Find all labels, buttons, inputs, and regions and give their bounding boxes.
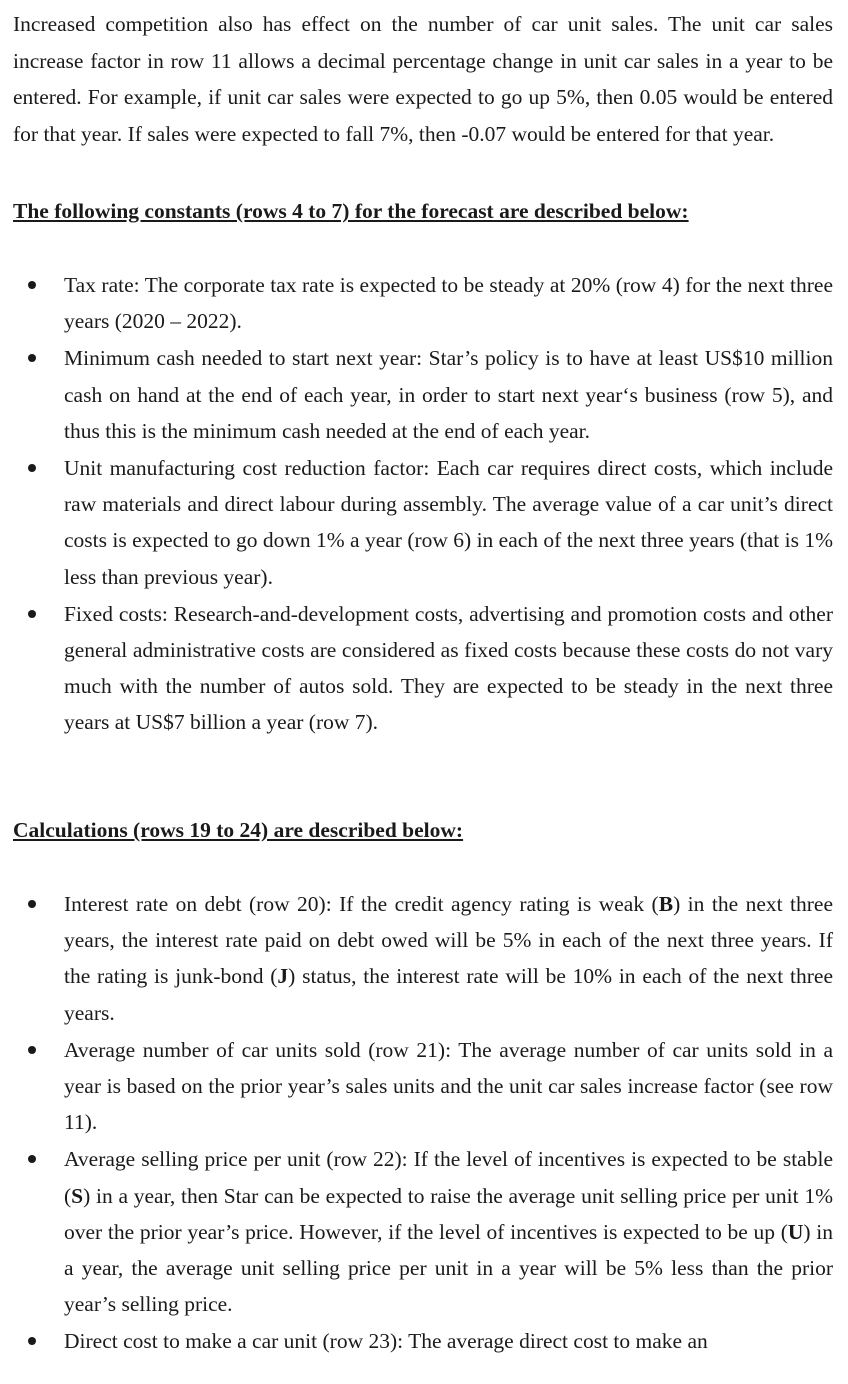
list-item [13, 596, 833, 741]
list-item [13, 450, 833, 595]
bullet-icon [28, 281, 36, 289]
bullet-icon [28, 1155, 36, 1163]
calc-units-sold: Average number of car units sold (row 21): The average number of car units sold in a year is based on the prior year’s sales units and the unit car sales increase factor (see row 11). [64, 1037, 833, 1135]
calculations-list [13, 886, 833, 1360]
constants-heading: The following constants (rows 4 to 7) for the forecast are described below: [13, 199, 689, 223]
list-item [13, 1032, 833, 1141]
bullet-icon [28, 354, 36, 362]
bullet-icon [28, 1337, 36, 1345]
constant-tax-rate: Tax rate: The corporate tax rate is expected to be steady at 20% (row 4) for the next three years (2020 – 2022). [64, 273, 833, 334]
constant-cost-reduction: Unit manufacturing cost reduction factor: Each car requires direct costs, which include raw materials and direct labour during assembly. The average value of a car unit’s direct costs is expected to go down 1% a year (row 6) in each of the next three years (that is 1% less than previous year). [64, 456, 833, 589]
list-item [13, 1141, 833, 1322]
calculations-heading: Calculations (rows 19 to 24) are described below: [13, 818, 464, 842]
calc-direct-cost: Direct cost to make a car unit (row 23): The average direct cost to make an [64, 1329, 708, 1354]
calc-interest-rate: Interest rate on debt (row 20): If the credit agency rating is weak (B) in the next three years, the interest rate paid on debt owed will be 5% in each of the next three years. If the rating is junk-bond (J) status, the interest rate will be 10% in each of the next three years. [64, 892, 833, 1025]
document-page [13, 0, 834, 1354]
list-item [13, 1323, 833, 1359]
bullet-icon [28, 464, 36, 472]
constant-minimum-cash: Minimum cash needed to start next year: Star’s policy is to have at least US$10 million cash on hand at the end of each year, in order to start next year‘s business (row 5), and thus this is the minimum cash needed at the end of each year. [64, 346, 833, 443]
list-item [13, 886, 833, 1031]
constants-list [13, 267, 833, 741]
intro-paragraph: Increased competition also has effect on the number of car unit sales. The unit car sales increase factor in row 11 allows a decimal percentage change in unit car sales in a year to be entered. For example, if unit car sales were expected to go up 5%, then 0.05 would be entered for that year. If sales were expected to fall 7%, then -0.07 would be entered for that year. [13, 12, 833, 146]
list-item [13, 267, 833, 339]
list-item [13, 340, 833, 449]
constant-fixed-costs: Fixed costs: Research-and-development costs, advertising and promotion costs and other general administrative costs are considered as fixed costs because these costs do not vary much with the number of autos sold. They are expected to be steady in the next three years at US$7 billion a year (row 7). [64, 601, 833, 735]
bullet-icon [28, 1046, 36, 1054]
calc-selling-price: Average selling price per unit (row 22): If the level of incentives is expected to be stable (S) in a year, then Star can be expected to raise the average unit selling price per unit 1% over the prior year’s price. However, if the level of incentives is expected to be up (U) in a year, the average unit selling price per unit in a year will be 5% less than the prior year’s selling price. [64, 1147, 834, 1317]
bullet-icon [28, 900, 36, 908]
bullet-icon [28, 610, 36, 618]
